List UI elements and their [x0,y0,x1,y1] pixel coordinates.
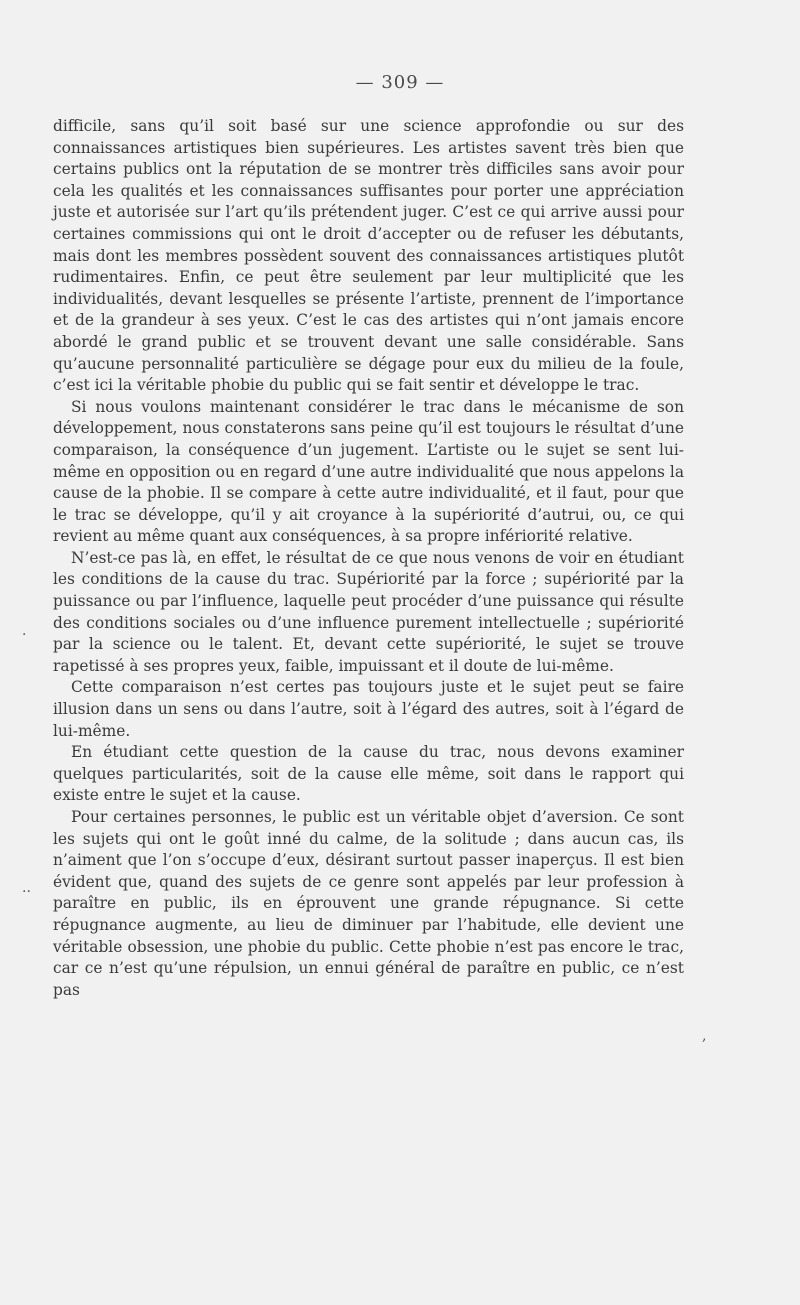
margin-mark-comma: , [702,1028,707,1044]
paragraph-6: Pour certaines personnes, le public est un véritable objet d’aversion. Ce sont les sujets qui ont le goût inné du calme, de la solitude ; dans aucun cas, ils n’aiment que l’on s’occupe d’eux, désirant surtout passer inaperçus. Il est bien évident que, quand des sujets de ce genre sont appelés par leur profession à paraître en public, ils en éprouvent une grande répugnance. Si cette répugnance augmente, au lieu de diminuer par l’habitude, elle devient une véritable obsession, une phobie du public. Cette phobie n’est pas encore le trac, car ce n’est qu’une répulsion, un ennui général de paraître en public, ce n’est pas [53,808,684,999]
paragraph-4: Cette comparaison n’est certes pas toujours juste et le sujet peut se faire illusion dans un sens ou dans l’autre, soit à l’égard des autres, soit à l’égard de lui-même. [53,678,684,740]
body-text [53,116,684,1001]
paragraph-3: N’est-ce pas là, en effet, le résultat de ce que nous venons de voir en étudiant les conditions de la cause du trac. Supériorité par la force ; supériorité par la puissance ou par l’influence, laquelle peut procéder d’une puissance qui résulte des conditions sociales ou d’une influence purement intellectuelle ; supériorité par la science ou le talent. Et, devant cette supériorité, le sujet se trouve rapetissé à ses propres yeux, faible, impuissant et il doute de lui-même. [53,548,684,675]
paragraph-5: En étudiant cette question de la cause du trac, nous devons examiner quelques particularités, soit de la cause elle même, soit dans le rapport qui existe entre le sujet et la cause. [53,743,684,805]
paragraph-2: Si nous voulons maintenant considérer le trac dans le mécanisme de son développement, nous constaterons sans peine qu’il est toujours le résultat d’une comparaison, la conséquence d’un jugement. L’artiste ou le sujet se sent lui-même en opposition ou en regard d’une autre individualité que nous appelons la cause de la phobie. Il se compare à cette autre individualité, et il faut, pour que le trac se développe, qu’il y ait croyance à la supériorité d’autrui, ou, ce qui revient au même quant aux conséquences, à sa propre infériorité relative. [53,397,684,546]
margin-mark-dot: · [22,627,27,643]
paragraph-1: difficile, sans qu’il soit basé sur une science approfondie ou sur des connaissances artistiques bien supérieures. Les artistes savent très bien que certains publics ont la réputation de se montrer très difficiles sans avoir pour cela les qualités et les connaissances suffisantes pour porter une appréciation juste et autorisée sur l’art qu’ils prétendent juger. C’est ce qui arrive aussi pour certaines commissions qui ont le droit d’accepter ou de refuser les débutants, mais dont les membres possèdent souvent des connaissances artistiques plutôt rudimentaires. Enfin, ce peut être seulement par leur multiplicité que les individualités, devant lesquelles se présente l’artiste, prennent de l’importance et de la grandeur à ses yeux. C’est le cas des artistes qui n’ont jamais encore abordé le grand public et se trouvent devant une salle considérable. Sans qu’aucune personnalité particulière se dégage pour eux du milieu de la foule, c’est ici la véritable phobie du public qui se fait sentir et développe le trac. [53,117,684,395]
margin-mark-dots: .. [22,880,31,896]
page-number: — 309 — [355,72,445,93]
